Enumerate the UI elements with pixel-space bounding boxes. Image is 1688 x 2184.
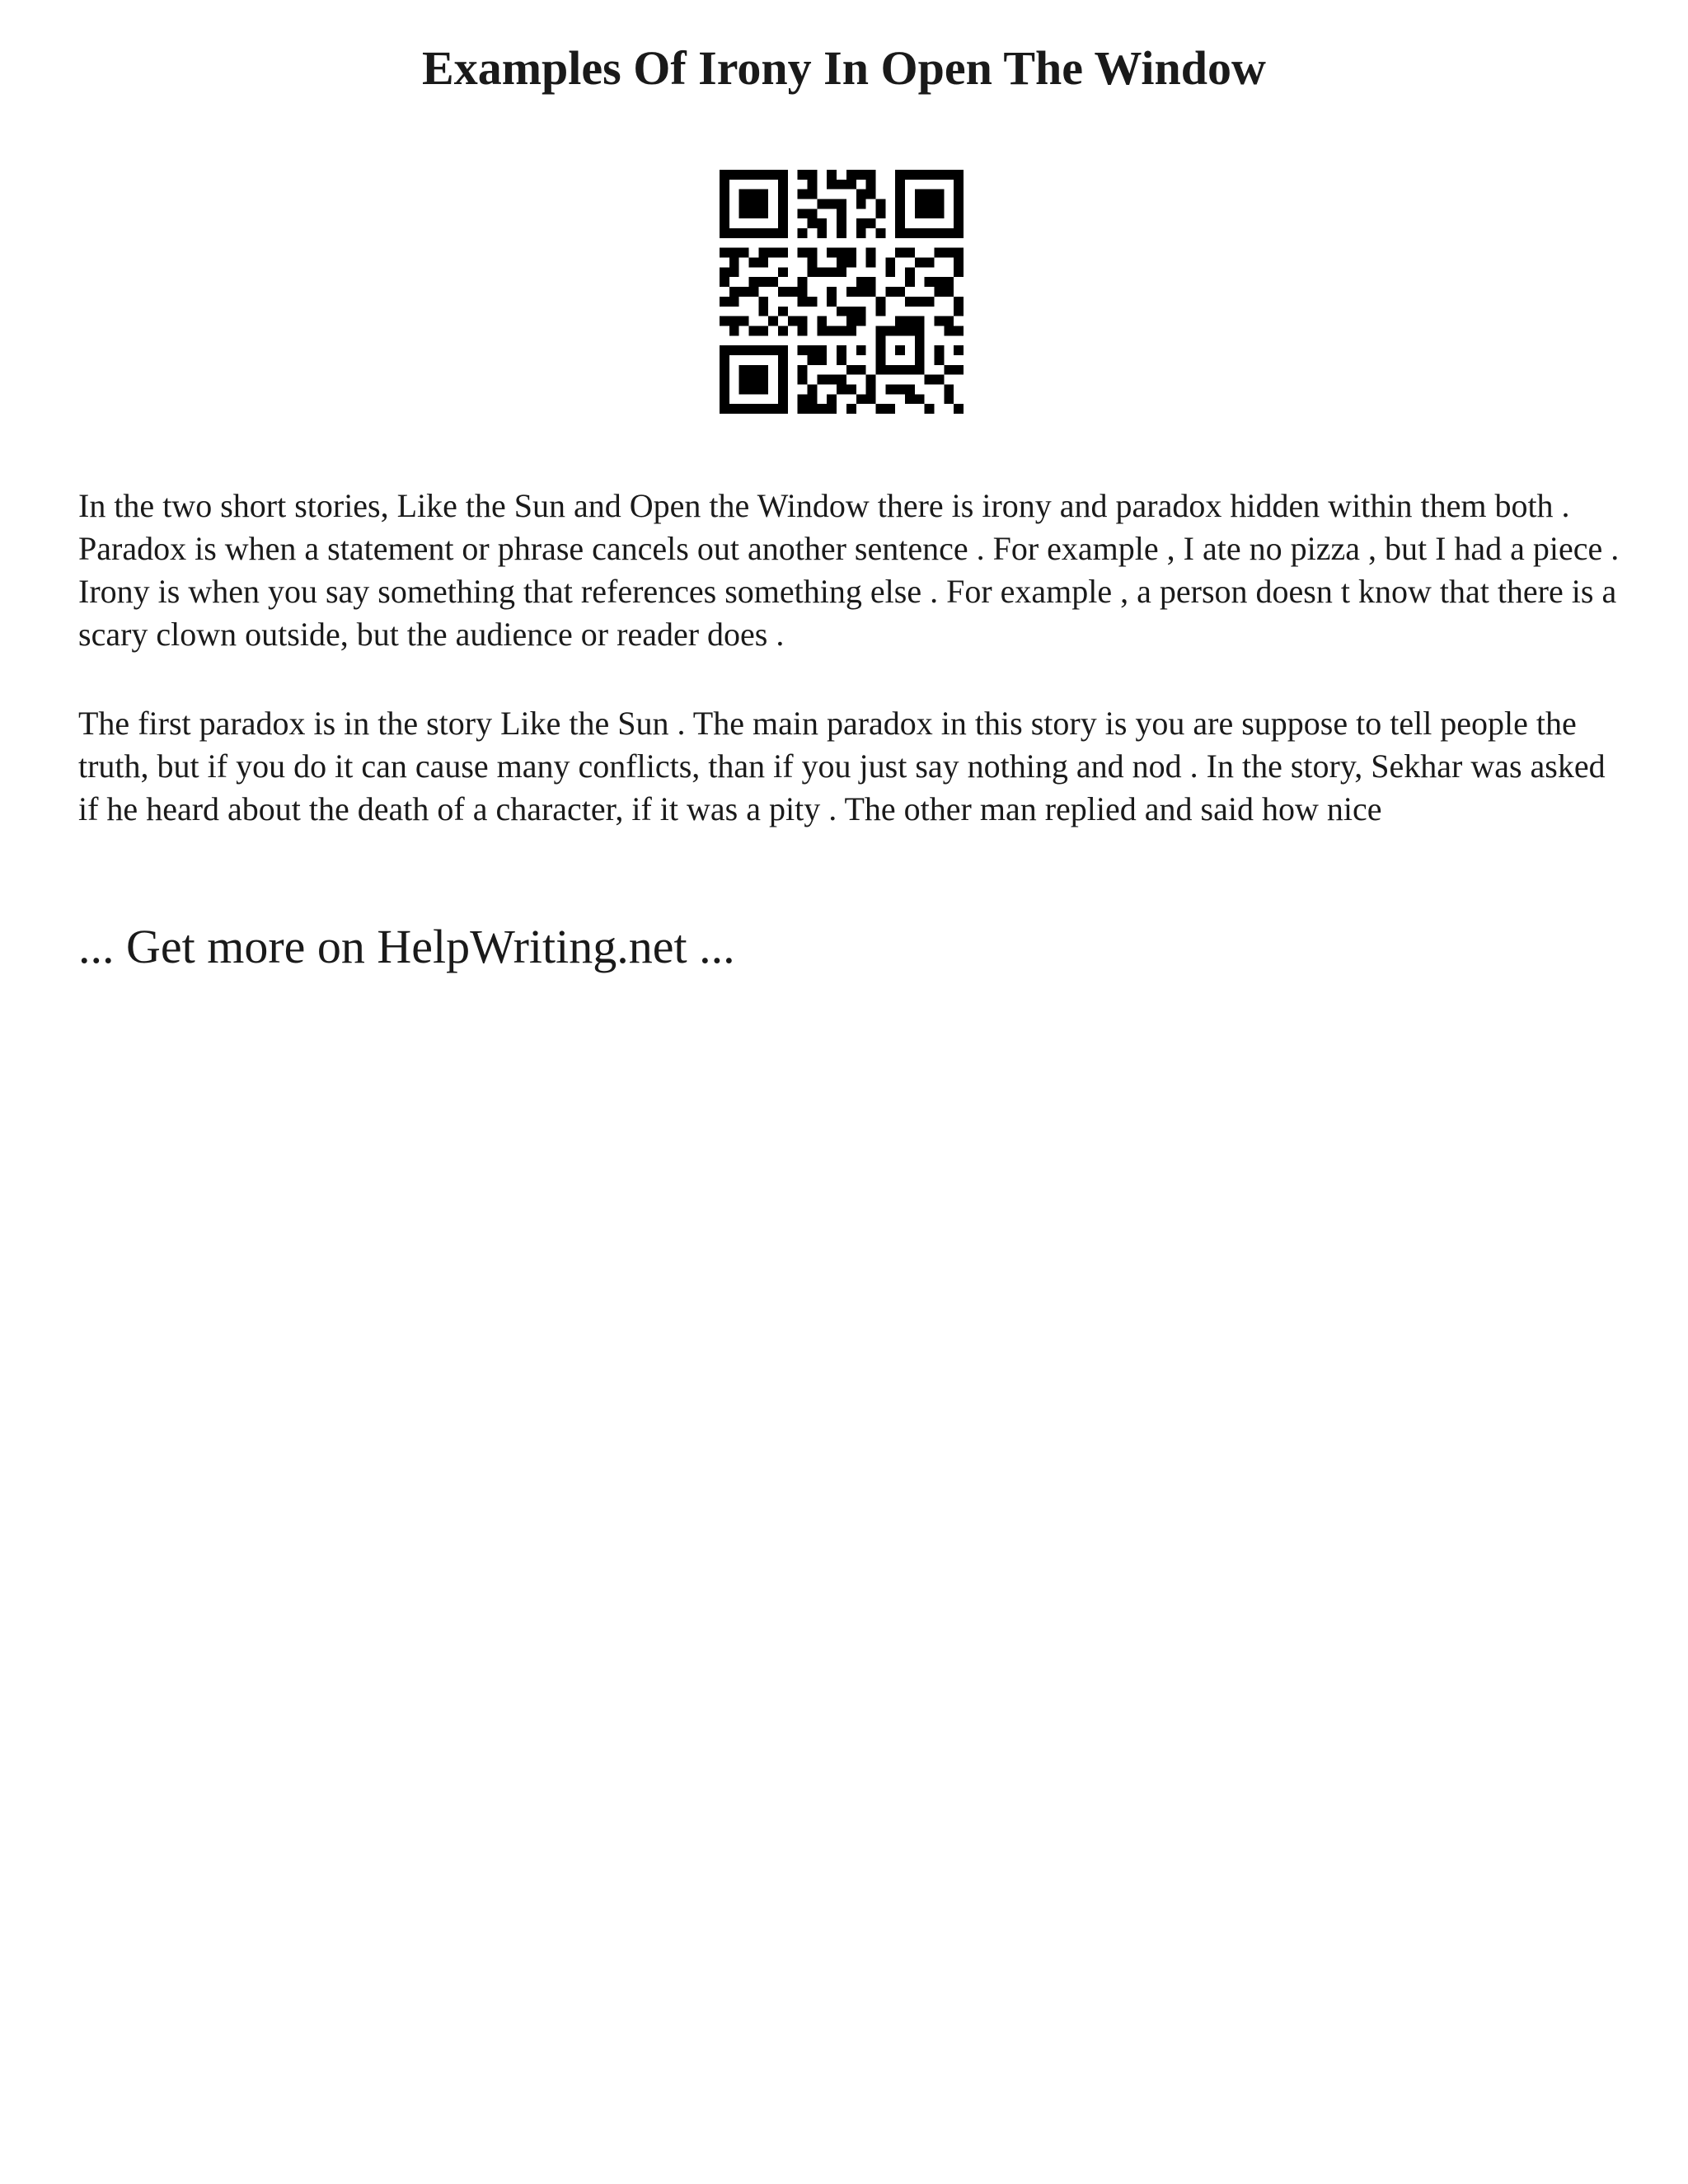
qr-code-graphic (720, 170, 964, 414)
get-more-link[interactable]: ... Get more on HelpWriting.net ... (78, 920, 735, 973)
document-title: Examples Of Irony In Open The Window (422, 41, 1266, 95)
qr-code-icon[interactable] (720, 170, 964, 414)
paragraph-first-paradox: The first paradox is in the story Like the Sun . The main paradox in this story is you are suppose to tell people the truth, but if you do it can cause many conflicts, than if you just say nothing and nod . In the story, Sekhar was asked if he heard about the death of a character, if it was a pity . The other man replied and said how nice (78, 705, 1606, 827)
paragraph-intro: In the two short stories, Like the Sun and Open the Window there is irony and paradox hidden within them both . Paradox is when a statement or phrase cancels out another sentence . For example , I ate no pizza , but I had a piece . Irony is when you say something that references something else . For example , a person doesn t know that there is a scary clown outside, but the audience or reader does . (78, 487, 1620, 653)
